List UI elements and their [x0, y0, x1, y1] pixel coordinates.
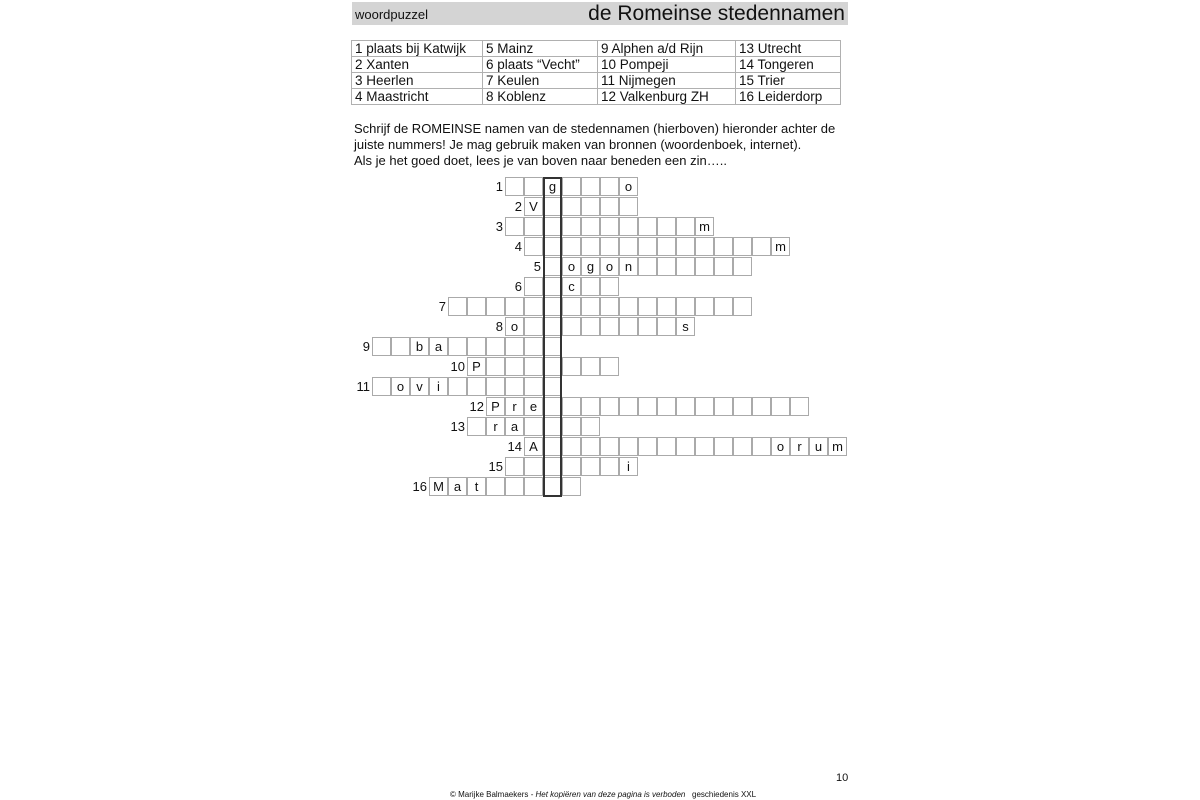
clue-number: 6	[514, 279, 522, 294]
crossword-cell[interactable]	[581, 217, 600, 236]
crossword-cell[interactable]	[600, 217, 619, 236]
crossword-cell[interactable]	[676, 257, 695, 276]
clue-number: 11	[356, 379, 370, 394]
footer-series: geschiedenis XXL	[692, 790, 757, 799]
crossword-cell[interactable]	[733, 437, 752, 456]
crossword-cell[interactable]	[505, 457, 524, 476]
key-cell: 8 Koblenz	[483, 89, 598, 105]
crossword-cell[interactable]	[657, 437, 676, 456]
crossword-cell[interactable]	[600, 437, 619, 456]
footer-copyright: © Marijke Balmaekers	[450, 790, 529, 799]
crossword-cell[interactable]	[524, 317, 543, 336]
crossword-cell[interactable]: r	[505, 397, 524, 416]
crossword-cell[interactable]	[524, 457, 543, 476]
key-cell: 9 Alphen a/d Rijn	[598, 41, 736, 57]
crossword-cell[interactable]: u	[809, 437, 828, 456]
key-cell: 13 Utrecht	[736, 41, 841, 57]
key-cell: 4 Maastricht	[352, 89, 483, 105]
crossword-cell[interactable]	[505, 357, 524, 376]
crossword-cell[interactable]	[657, 317, 676, 336]
crossword-cell[interactable]	[676, 397, 695, 416]
page-footer	[450, 790, 756, 799]
crossword-cell[interactable]	[524, 177, 543, 196]
clue-number: 8	[495, 319, 503, 334]
crossword-cell[interactable]	[600, 397, 619, 416]
crossword-cell[interactable]	[448, 377, 467, 396]
crossword-cell[interactable]: o	[391, 377, 410, 396]
crossword-cell[interactable]	[752, 397, 771, 416]
crossword-cell[interactable]	[467, 337, 486, 356]
key-cell: 12 Valkenburg ZH	[598, 89, 736, 105]
crossword-cell[interactable]	[543, 257, 562, 276]
crossword-cell[interactable]	[676, 297, 695, 316]
crossword-cell[interactable]	[543, 237, 562, 256]
crossword-cell[interactable]	[543, 377, 562, 396]
crossword-cell[interactable]	[619, 237, 638, 256]
crossword-cell[interactable]	[600, 297, 619, 316]
crossword-cell[interactable]: M	[429, 477, 448, 496]
key-cell: 2 Xanten	[352, 57, 483, 73]
instruction-line: Als je het goed doet, lees je van boven naar beneden een zin…..	[354, 153, 727, 168]
crossword-cell[interactable]	[524, 477, 543, 496]
crossword-cell[interactable]	[524, 417, 543, 436]
crossword-cell[interactable]: P	[486, 397, 505, 416]
crossword-cell[interactable]	[448, 337, 467, 356]
crossword-cell[interactable]	[543, 297, 562, 316]
crossword-cell[interactable]	[733, 237, 752, 256]
crossword-cell[interactable]: r	[790, 437, 809, 456]
crossword-cell[interactable]	[771, 397, 790, 416]
clue-number: 16	[412, 479, 427, 494]
crossword-cell[interactable]	[505, 477, 524, 496]
crossword-cell[interactable]	[714, 437, 733, 456]
crossword-cell[interactable]	[619, 437, 638, 456]
crossword-cell[interactable]	[657, 397, 676, 416]
crossword-cell[interactable]	[657, 257, 676, 276]
crossword-cell[interactable]	[505, 177, 524, 196]
key-cell: 16 Leiderdorp	[736, 89, 841, 105]
crossword-cell[interactable]	[372, 377, 391, 396]
crossword-cell[interactable]	[638, 217, 657, 236]
crossword-cell[interactable]: b	[410, 337, 429, 356]
crossword-cell[interactable]	[600, 317, 619, 336]
page-number: 10	[836, 772, 849, 784]
crossword-cell[interactable]: a	[505, 417, 524, 436]
crossword-cell[interactable]	[562, 237, 581, 256]
crossword-cell[interactable]	[562, 477, 581, 496]
crossword-cell[interactable]	[562, 297, 581, 316]
crossword-cell[interactable]	[467, 297, 486, 316]
key-cell: 5 Mainz	[483, 41, 598, 57]
crossword-cell[interactable]	[505, 337, 524, 356]
crossword-cell[interactable]	[543, 317, 562, 336]
crossword-cell[interactable]: a	[429, 337, 448, 356]
clue-number: 7	[438, 299, 446, 314]
crossword-cell[interactable]	[714, 397, 733, 416]
crossword-cell[interactable]	[486, 297, 505, 316]
crossword-cell[interactable]	[543, 277, 562, 296]
crossword-cell[interactable]	[486, 337, 505, 356]
crossword-cell[interactable]	[543, 417, 562, 436]
crossword-cell[interactable]	[562, 397, 581, 416]
key-cell: 11 Nijmegen	[598, 73, 736, 89]
crossword-cell[interactable]	[600, 357, 619, 376]
crossword-cell[interactable]: o	[619, 177, 638, 196]
crossword-cell[interactable]: r	[486, 417, 505, 436]
crossword-cell[interactable]	[619, 217, 638, 236]
crossword-cell[interactable]	[638, 257, 657, 276]
key-cell: 1 plaats bij Katwijk	[352, 41, 483, 57]
crossword-cell[interactable]	[562, 197, 581, 216]
crossword-cell[interactable]	[524, 357, 543, 376]
clue-number: 9	[362, 339, 370, 354]
crossword-cell[interactable]	[733, 397, 752, 416]
crossword-cell[interactable]	[505, 377, 524, 396]
crossword-cell[interactable]	[695, 237, 714, 256]
key-cell: 15 Trier	[736, 73, 841, 89]
crossword-cell[interactable]	[524, 277, 543, 296]
crossword-cell[interactable]	[581, 357, 600, 376]
crossword-cell[interactable]	[486, 357, 505, 376]
crossword-cell[interactable]	[676, 237, 695, 256]
crossword-cell[interactable]	[524, 337, 543, 356]
crossword-cell[interactable]	[752, 237, 771, 256]
crossword-cell[interactable]	[657, 297, 676, 316]
crossword-cell[interactable]: o	[600, 257, 619, 276]
crossword-cell[interactable]	[543, 357, 562, 376]
crossword-cell[interactable]	[619, 297, 638, 316]
crossword-cell[interactable]: o	[771, 437, 790, 456]
crossword-cell[interactable]: t	[467, 477, 486, 496]
page-title: de Romeinse stedennamen	[588, 2, 845, 25]
crossword-cell[interactable]	[543, 337, 562, 356]
crossword-cell[interactable]	[733, 297, 752, 316]
clue-number: 4	[514, 239, 522, 254]
crossword-cell[interactable]	[714, 257, 733, 276]
key-cell: 6 plaats “Vecht”	[483, 57, 598, 73]
crossword-cell[interactable]	[638, 437, 657, 456]
crossword-cell[interactable]	[638, 397, 657, 416]
crossword-cell[interactable]	[638, 237, 657, 256]
clue-number: 10	[450, 359, 465, 374]
crossword-cell[interactable]	[524, 217, 543, 236]
crossword-cell[interactable]	[505, 297, 524, 316]
crossword-cell[interactable]	[581, 297, 600, 316]
crossword-cell[interactable]	[638, 297, 657, 316]
key-cell: 10 Pompeji	[598, 57, 736, 73]
crossword-cell[interactable]	[676, 217, 695, 236]
crossword-cell[interactable]	[581, 237, 600, 256]
crossword-cell[interactable]	[448, 297, 467, 316]
crossword-cell[interactable]	[581, 277, 600, 296]
crossword-cell[interactable]	[600, 237, 619, 256]
crossword-cell[interactable]	[790, 397, 809, 416]
crossword-cell[interactable]: s	[676, 317, 695, 336]
crossword-cell[interactable]: g	[543, 177, 562, 196]
crossword-cell[interactable]	[562, 177, 581, 196]
crossword-cell[interactable]	[695, 297, 714, 316]
crossword-cell[interactable]: A	[524, 437, 543, 456]
header-category: woordpuzzel	[355, 7, 428, 22]
crossword-cell[interactable]	[619, 397, 638, 416]
crossword-cell[interactable]	[562, 317, 581, 336]
crossword-cell[interactable]	[600, 197, 619, 216]
crossword-cell[interactable]	[581, 177, 600, 196]
crossword-cell[interactable]	[581, 437, 600, 456]
crossword-cell[interactable]	[676, 437, 695, 456]
crossword-cell[interactable]	[524, 297, 543, 316]
crossword-cell[interactable]: o	[562, 257, 581, 276]
crossword-cell[interactable]: V	[524, 197, 543, 216]
footer-notice: - Het kopiëren van deze pagina is verboden	[528, 790, 686, 799]
crossword-cell[interactable]	[752, 437, 771, 456]
clue-number: 1	[495, 179, 503, 194]
crossword-cell[interactable]	[581, 197, 600, 216]
instruction-line: Schrijf de ROMEINSE namen van de stedennamen (hierboven) hieronder achter de	[354, 121, 836, 136]
crossword-cell[interactable]	[505, 217, 524, 236]
crossword-cell[interactable]: e	[524, 397, 543, 416]
crossword-cell[interactable]	[619, 197, 638, 216]
crossword-cell[interactable]	[695, 397, 714, 416]
crossword-cell[interactable]	[657, 237, 676, 256]
crossword-cell[interactable]	[562, 357, 581, 376]
clue-number: 5	[533, 259, 541, 274]
crossword-cell[interactable]	[695, 437, 714, 456]
crossword-cell[interactable]	[391, 337, 410, 356]
crossword-cell[interactable]	[600, 457, 619, 476]
crossword-cell[interactable]: n	[619, 257, 638, 276]
crossword-cell[interactable]: o	[505, 317, 524, 336]
crossword-cell[interactable]	[543, 217, 562, 236]
crossword-cell[interactable]	[562, 217, 581, 236]
clue-number: 14	[507, 439, 522, 454]
crossword-cell[interactable]: m	[771, 237, 790, 256]
crossword-cell[interactable]: i	[619, 457, 638, 476]
crossword-cell[interactable]	[714, 297, 733, 316]
crossword-cell[interactable]	[657, 217, 676, 236]
key-cell: 14 Tongeren	[736, 57, 841, 73]
crossword-cell[interactable]	[543, 477, 562, 496]
instruction-line: juiste nummers! Je mag gebruik maken van bronnen (woordenboek, internet).	[354, 137, 802, 152]
crossword-cell[interactable]	[581, 417, 600, 436]
crossword-cell[interactable]	[638, 317, 657, 336]
crossword-cell[interactable]	[543, 457, 562, 476]
crossword-cell[interactable]: m	[828, 437, 847, 456]
crossword-cell[interactable]: i	[429, 377, 448, 396]
crossword-cell[interactable]	[562, 457, 581, 476]
crossword-cell[interactable]	[467, 377, 486, 396]
key-cell: 7 Keulen	[483, 73, 598, 89]
crossword-cell[interactable]	[562, 417, 581, 436]
key-cell: 3 Heerlen	[352, 73, 483, 89]
crossword-cell[interactable]: v	[410, 377, 429, 396]
crossword-cell[interactable]	[524, 237, 543, 256]
clue-number: 2	[514, 199, 522, 214]
crossword-cell[interactable]	[562, 437, 581, 456]
crossword-cell[interactable]	[372, 337, 391, 356]
crossword-cell[interactable]	[524, 377, 543, 396]
crossword-cell[interactable]	[581, 457, 600, 476]
crossword-cell[interactable]	[581, 397, 600, 416]
clue-number: 12	[469, 399, 484, 414]
crossword-cell[interactable]: P	[467, 357, 486, 376]
crossword-cell[interactable]	[695, 257, 714, 276]
clue-number: 3	[495, 219, 503, 234]
crossword-cell[interactable]	[581, 317, 600, 336]
crossword-cell[interactable]	[600, 177, 619, 196]
crossword-cell[interactable]	[486, 477, 505, 496]
crossword-cell[interactable]: g	[581, 257, 600, 276]
clue-number: 15	[488, 459, 503, 474]
crossword-cell[interactable]	[600, 277, 619, 296]
crossword-cell[interactable]: a	[448, 477, 467, 496]
crossword-cell[interactable]	[543, 397, 562, 416]
crossword-cell[interactable]: c	[562, 277, 581, 296]
crossword-cell[interactable]: m	[695, 217, 714, 236]
crossword-cell[interactable]	[543, 437, 562, 456]
crossword-cell[interactable]	[619, 317, 638, 336]
crossword-cell[interactable]	[733, 257, 752, 276]
crossword-cell[interactable]	[486, 377, 505, 396]
crossword-cell[interactable]	[714, 237, 733, 256]
clue-number: 13	[450, 419, 465, 434]
crossword-cell[interactable]	[467, 417, 486, 436]
crossword-cell[interactable]	[543, 197, 562, 216]
